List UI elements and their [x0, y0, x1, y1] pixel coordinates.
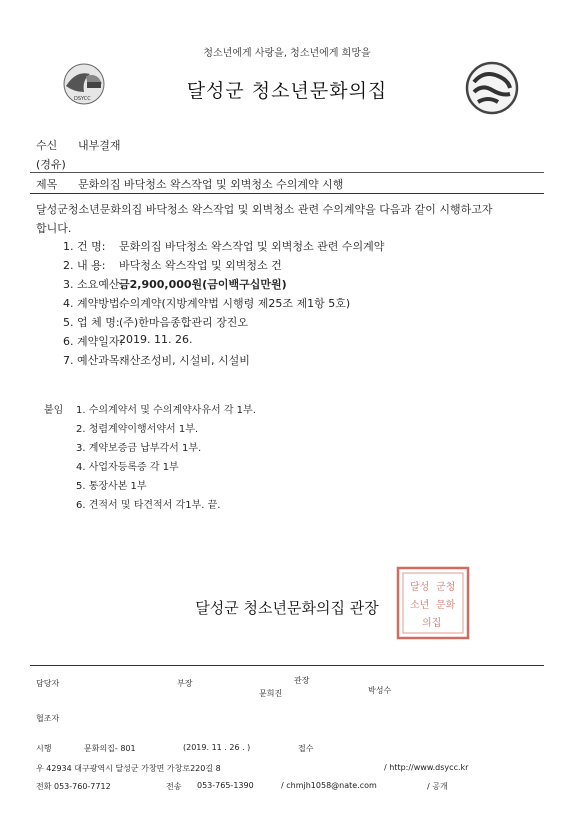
- receipt-label: 접수: [298, 744, 314, 753]
- item-label: 4. 계약방법:: [63, 297, 124, 310]
- item-value: 재산조성비, 시설비, 시설비: [119, 354, 250, 367]
- intro-line: 합니다.: [36, 222, 72, 235]
- divider: [30, 172, 544, 173]
- email-link[interactable]: / chmjh1058@nate.com: [281, 781, 377, 790]
- attachment-item: 3. 계약보증금 납부각서 1부.: [76, 443, 202, 454]
- disclosure-status: / 공개: [427, 782, 448, 791]
- via-label: (경유): [36, 158, 66, 171]
- intro-line: 달성군청소년문화의집 바닥청소 왁스작업 및 외벽청소 관련 수의계약을 다음과 같이 시행하고자: [36, 203, 493, 216]
- item-value: (주)한마음종합관리 장진오: [119, 316, 248, 329]
- recipient-label: 수신: [36, 139, 58, 152]
- fax: 053-765-1390: [197, 781, 254, 790]
- item-value: 수의계약(지방계약법 시행령 제25조 제1항 5호): [119, 297, 351, 310]
- swirl-emblem-icon: [464, 60, 520, 116]
- drafter-label: 담당자: [36, 679, 60, 688]
- subject-value: 문화의집 바닥청소 왁스작업 및 외벽청소 수의계약 시행: [78, 178, 344, 191]
- attachment-label: 붙임: [44, 405, 64, 416]
- attachment-item: 2. 청렴계약이행서약서 1부.: [76, 424, 199, 435]
- item-value-budget: 금2,900,000원(금이백구십만원): [119, 278, 287, 291]
- attachment-item: 5. 통장사본 1부: [76, 481, 147, 492]
- svg-text:문화: 문화: [436, 600, 456, 611]
- item-value: 바닥청소 왁스작업 및 외벽청소 건: [119, 259, 282, 272]
- item-label: 5. 업 체 명:: [63, 316, 120, 329]
- item-label: 1. 건 명:: [63, 240, 106, 253]
- attachment-item: 4. 사업자등록증 각 1부: [76, 462, 179, 473]
- phone: 전화 053-760-7712: [36, 782, 111, 791]
- recipient-value: 내부결재: [78, 139, 121, 152]
- enforce-label: 시행: [36, 744, 52, 753]
- item-label: 2. 내 용:: [63, 259, 106, 272]
- official-seal-icon: [396, 566, 470, 640]
- item-value: 문화의집 바닥청소 왁스작업 및 외벽청소 관련 수의계약: [119, 240, 385, 253]
- item-label: 7. 예산과목:: [63, 354, 124, 367]
- cooperator-label: 협조자: [36, 714, 60, 723]
- logo-text: DSYCC: [74, 96, 91, 102]
- svg-text:소년: 소년: [410, 600, 430, 611]
- svg-text:군청: 군청: [436, 582, 456, 593]
- enforce-date: (2019. 11 . 26 . ): [183, 743, 251, 752]
- attachment-item: 1. 수의계약서 및 수의계약사유서 각 1부.: [76, 405, 256, 416]
- homepage-link[interactable]: / http://www.dsycc.kr: [384, 763, 469, 772]
- dept-head-label: 부장: [177, 679, 193, 688]
- item-label: 3. 소요예산:: [63, 278, 124, 291]
- item-value: 2019. 11. 26.: [119, 333, 193, 346]
- fax-label: 전송: [166, 782, 182, 791]
- svg-text:달성: 달성: [410, 582, 430, 593]
- divider: [30, 193, 544, 194]
- director-name: 박성수: [368, 686, 392, 695]
- item-label: 6. 계약일자:: [63, 335, 124, 348]
- slogan: 청소년에게 사랑을, 청소년에게 희망을: [203, 48, 371, 59]
- attachment-item: 6. 견적서 및 타견적서 각1부. 끝.: [76, 500, 221, 511]
- enforce-doc-number: 문화의집- 801: [84, 744, 136, 753]
- org-title: 달성군 청소년문화의집: [186, 80, 388, 102]
- subject-label: 제목: [36, 178, 58, 191]
- address: 우 42934 대구광역시 달성군 가창면 가창로220길 8: [36, 764, 221, 773]
- director-label: 관장: [294, 676, 310, 685]
- svg-text:의집: 의집: [422, 618, 442, 629]
- divider: [30, 665, 544, 666]
- dept-head-name: 문희진: [259, 689, 283, 698]
- issuer-name: 달성군 청소년문화의집 관장: [195, 599, 379, 617]
